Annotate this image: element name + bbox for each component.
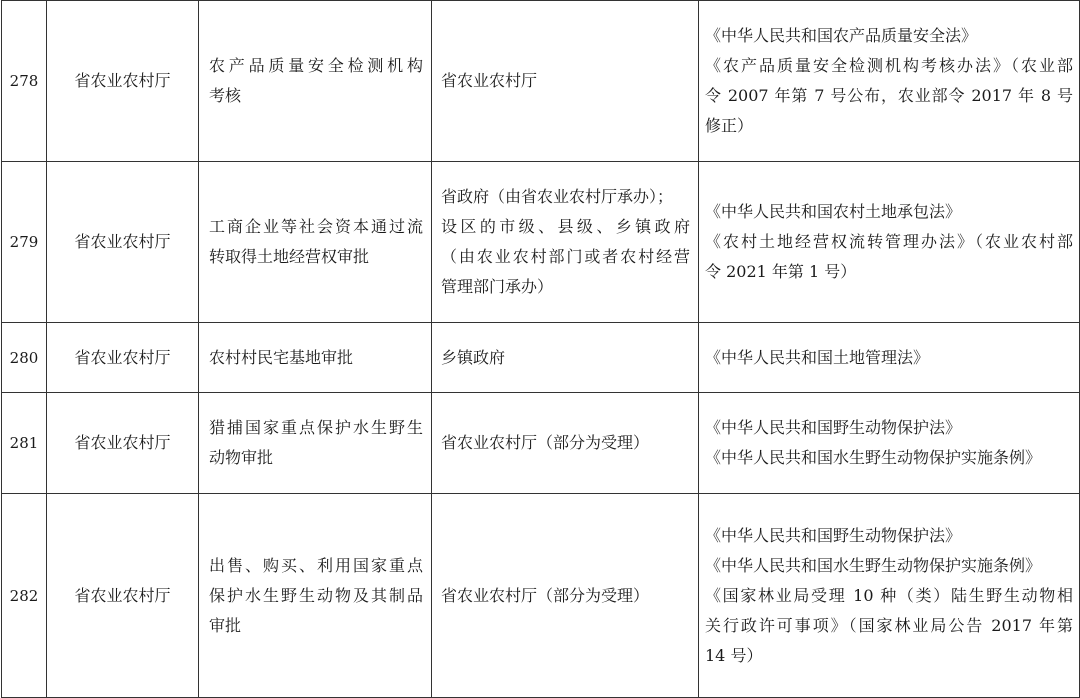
item-name-cell <box>199 1 432 162</box>
table-row <box>2 162 1080 323</box>
row-number: 280 <box>2 323 47 393</box>
table-row <box>2 393 1080 494</box>
implementing-body-line: 管理部门承办） <box>441 277 554 296</box>
department-cell: 省农业农村厅 <box>47 1 199 162</box>
implementing-body-cell <box>432 162 699 323</box>
department-cell: 省农业农村厅 <box>47 323 199 393</box>
row-number: 279 <box>2 162 47 323</box>
legal-basis-cell <box>699 393 1080 494</box>
table-row <box>2 1 1080 162</box>
legal-basis-line: 《中华人民共和国农产品质量安全法》 <box>705 26 978 45</box>
legal-basis-line: 令 2021 年第 1 号） <box>705 262 857 281</box>
approval-items-table <box>1 0 1080 698</box>
row-number: 282 <box>2 494 47 698</box>
legal-basis-cell <box>699 494 1080 698</box>
item-name-cell <box>199 162 432 323</box>
item-name-line: 猎捕国家重点保护水生野生 <box>209 418 423 437</box>
item-name-line: 保护水生野生动物及其制品 <box>209 585 423 605</box>
legal-basis-line: 《中华人民共和国土地管理法》 <box>705 347 930 367</box>
legal-basis-line: 关行政许可事项》（国家林业局公告 2017 年第 <box>705 615 1073 635</box>
item-name-line: 工商企业等社会资本通过流 <box>209 217 423 236</box>
item-name-line: 农村村民宅基地审批 <box>209 347 354 367</box>
row-number: 281 <box>2 393 47 494</box>
implementing-body-cell <box>432 323 699 393</box>
legal-basis-line: 《中华人民共和国农村土地承包法》 <box>705 202 962 221</box>
item-name-cell <box>199 323 432 393</box>
legal-basis-line: 《中华人民共和国野生动物保护法》 <box>705 418 962 437</box>
item-name-line: 农产品质量安全检测机构 <box>209 56 423 75</box>
item-name-line: 审批 <box>209 615 242 635</box>
legal-basis-line: 《中华人民共和国野生动物保护法》 <box>705 525 962 545</box>
legal-basis-line: 《国家林业局受理 10 种（类）陆生野生动物相 <box>705 585 1073 605</box>
implementing-body-cell <box>432 1 699 162</box>
implementing-body-line: 省农业农村厅 <box>441 71 538 90</box>
implementing-body-line: （由农业农村部门或者农村经营 <box>441 247 690 266</box>
legal-basis-cell <box>699 323 1080 393</box>
item-name-cell <box>199 494 432 698</box>
department-cell: 省农业农村厅 <box>47 393 199 494</box>
implementing-body-line: 设区的市级、县级、乡镇政府 <box>441 217 690 236</box>
implementing-body-line: 乡镇政府 <box>441 347 506 367</box>
table-row <box>2 323 1080 393</box>
legal-basis-line: 14 号） <box>705 645 763 665</box>
table-row <box>2 494 1080 698</box>
legal-basis-cell <box>699 162 1080 323</box>
legal-basis-cell <box>699 1 1080 162</box>
implementing-body-line: 省农业农村厅（部分为受理） <box>441 585 650 605</box>
item-name-cell <box>199 393 432 494</box>
legal-basis-line: 修正） <box>705 116 754 135</box>
item-name-line: 出售、购买、利用国家重点 <box>209 555 423 575</box>
item-name-line: 动物审批 <box>209 448 274 467</box>
implementing-body-cell <box>432 393 699 494</box>
row-number: 278 <box>2 1 47 162</box>
implementing-body-line: 省农业农村厅（部分为受理） <box>441 433 650 452</box>
department-cell: 省农业农村厅 <box>47 494 199 698</box>
legal-basis-line: 令 2007 年第 7 号公布，农业部令 2017 年 8 号 <box>705 86 1073 105</box>
item-name-line: 考核 <box>209 86 242 105</box>
implementing-body-cell <box>432 494 699 698</box>
item-name-line: 转取得土地经营权审批 <box>209 247 370 266</box>
implementing-body-line: 省政府（由省农业农村厅承办）； <box>441 187 674 206</box>
department-cell: 省农业农村厅 <box>47 162 199 323</box>
legal-basis-line: 《中华人民共和国水生野生动物保护实施条例》 <box>705 555 1042 575</box>
legal-basis-line: 《农村土地经营权流转管理办法》（农业农村部 <box>705 232 1073 251</box>
legal-basis-line: 《农产品质量安全检测机构考核办法》（农业部 <box>705 56 1073 75</box>
legal-basis-line: 《中华人民共和国水生野生动物保护实施条例》 <box>705 448 1042 467</box>
